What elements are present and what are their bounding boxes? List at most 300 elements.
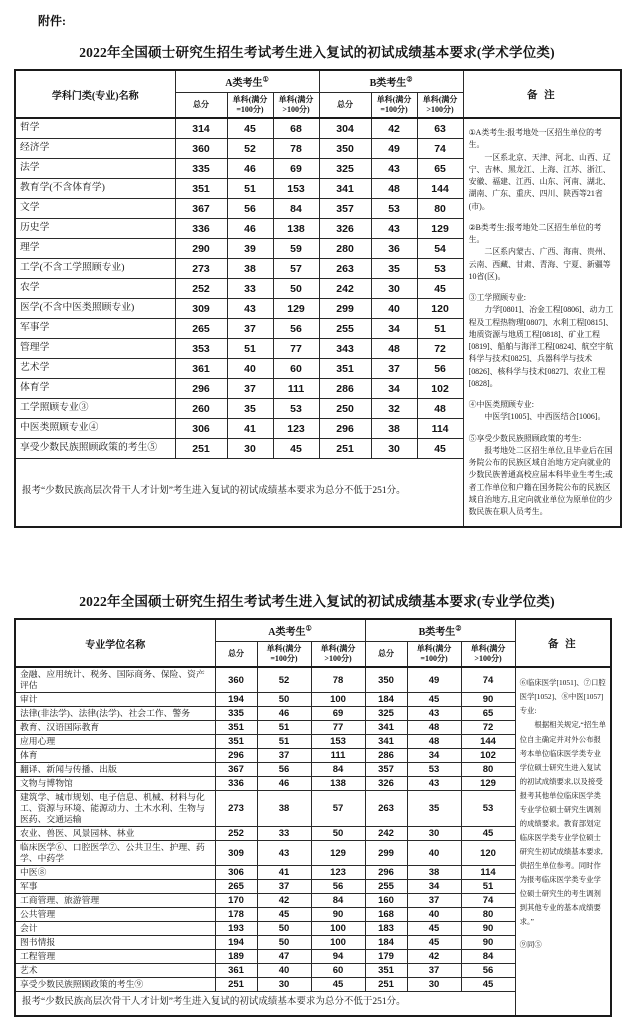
- score-value: 49: [371, 139, 417, 159]
- score-value: 42: [371, 118, 417, 139]
- score-value: 102: [417, 379, 463, 399]
- score-value: 90: [461, 922, 515, 936]
- score-value: 296: [175, 379, 227, 399]
- subject-name: 工学(不含工学照顾专业): [15, 259, 175, 279]
- score-value: 335: [215, 707, 257, 721]
- table-row: [15, 118, 621, 139]
- score-value: 80: [417, 199, 463, 219]
- score-value: 52: [257, 667, 311, 692]
- score-value: 53: [407, 763, 461, 777]
- score-value: 45: [407, 693, 461, 707]
- column-header-singleover100-a: 单科(满分>100分): [273, 93, 319, 119]
- professional-table-header: [15, 619, 611, 667]
- score-value: 123: [311, 866, 365, 880]
- score-value: 153: [311, 735, 365, 749]
- subject-name: 中医类照顾专业④: [15, 419, 175, 439]
- remark-paragraph: 报考地处二区招生单位,且毕业后在国务院公布的民族区域自治地方定向就业的少数民族普通高校应届本科毕业生考生;或者工作单位和户籍在国务院公布的民族区域自治地方,且定向就业单位为原单位的少数民族在职人员考生。: [468, 445, 613, 516]
- subject-name: 法学: [15, 159, 175, 179]
- column-header-total-b: 总分: [319, 93, 371, 119]
- score-value: 129: [417, 219, 463, 239]
- score-value: 69: [311, 707, 365, 721]
- score-value: 45: [227, 118, 273, 139]
- score-value: 194: [215, 936, 257, 950]
- score-value: 360: [215, 667, 257, 692]
- score-value: 46: [257, 777, 311, 791]
- subject-name: 管理学: [15, 339, 175, 359]
- footnote-text: 报考“少数民族高层次骨干人才计划”考生进入复试的初试成绩基本要求为总分不低于251分。: [15, 459, 463, 528]
- subject-name: 教育、汉语国际教育: [15, 721, 215, 735]
- subject-name: 应用心理: [15, 735, 215, 749]
- column-header-remark: 备 注: [463, 70, 621, 118]
- score-value: 30: [371, 439, 417, 459]
- score-value: 84: [311, 763, 365, 777]
- column-header-group-a: [175, 70, 319, 93]
- score-value: 74: [417, 139, 463, 159]
- score-value: 40: [257, 964, 311, 978]
- score-value: 179: [365, 950, 407, 964]
- score-value: 357: [365, 763, 407, 777]
- score-value: 34: [371, 379, 417, 399]
- score-value: 48: [407, 735, 461, 749]
- score-value: 351: [319, 359, 371, 379]
- subject-name: 农学: [15, 279, 175, 299]
- column-header-single100-b: 单科(满分=100分): [407, 642, 461, 668]
- column-header-subject: 学科门类(专业)名称: [15, 70, 175, 118]
- score-value: 34: [371, 319, 417, 339]
- score-value: 34: [407, 880, 461, 894]
- remark-paragraph: ⑥临床医学[1051]、⑦口腔医学[1052]、⑧中医[1057]专业:: [519, 678, 606, 716]
- score-value: 194: [215, 693, 257, 707]
- score-value: 53: [417, 259, 463, 279]
- score-value: 252: [215, 827, 257, 841]
- score-value: 30: [407, 827, 461, 841]
- column-header-total-a: 总分: [175, 93, 227, 119]
- column-header-singleover100-b: 单科(满分>100分): [461, 642, 515, 668]
- score-value: 184: [365, 936, 407, 950]
- score-value: 37: [227, 319, 273, 339]
- score-value: 286: [365, 749, 407, 763]
- score-value: 114: [461, 866, 515, 880]
- score-value: 38: [407, 866, 461, 880]
- remark-cell: [463, 118, 621, 527]
- column-header-degree: 专业学位名称: [15, 619, 215, 667]
- subject-name: 工学照顾专业③: [15, 399, 175, 419]
- score-value: 45: [407, 936, 461, 950]
- score-value: 51: [417, 319, 463, 339]
- remark-paragraph: ⑤享受少数民族照顾政策的考生:: [468, 433, 582, 443]
- subject-name: 临床医学⑥、口腔医学⑦、公共卫生、护理、药学、中药学: [15, 841, 215, 866]
- attachment-label: 附件:: [38, 14, 66, 28]
- score-value: 50: [273, 279, 319, 299]
- score-value: 306: [215, 866, 257, 880]
- score-value: 296: [215, 749, 257, 763]
- score-value: 325: [365, 707, 407, 721]
- score-value: 120: [461, 841, 515, 866]
- subject-name: 艺术: [15, 964, 215, 978]
- score-value: 361: [215, 964, 257, 978]
- score-value: 54: [417, 239, 463, 259]
- score-value: 251: [215, 978, 257, 992]
- score-value: 84: [461, 950, 515, 964]
- subject-name: 军事: [15, 880, 215, 894]
- score-value: 56: [257, 763, 311, 777]
- score-value: 37: [371, 359, 417, 379]
- subject-name: 建筑学、城市规划、电子信息、机械、材料与化工、资源与环境、能源动力、土木水利、生物与医药、交通运输: [15, 791, 215, 827]
- score-value: 178: [215, 908, 257, 922]
- score-value: 351: [215, 735, 257, 749]
- score-value: 252: [175, 279, 227, 299]
- score-value: 160: [365, 894, 407, 908]
- subject-name: 经济学: [15, 139, 175, 159]
- column-header-single100-a: 单科(满分=100分): [257, 642, 311, 668]
- remark-paragraph: ③工学照顾专业:: [468, 293, 526, 302]
- score-value: 45: [417, 439, 463, 459]
- remark-paragraph: ④中医类照顾专业:: [468, 400, 534, 409]
- score-value: 341: [365, 721, 407, 735]
- score-value: 48: [371, 179, 417, 199]
- score-value: 242: [365, 827, 407, 841]
- subject-name: 艺术学: [15, 359, 175, 379]
- subject-name: 理学: [15, 239, 175, 259]
- score-value: 100: [311, 936, 365, 950]
- score-value: 48: [407, 721, 461, 735]
- score-value: 153: [273, 179, 319, 199]
- score-value: 41: [257, 866, 311, 880]
- score-value: 56: [417, 359, 463, 379]
- score-value: 43: [407, 707, 461, 721]
- score-value: 80: [461, 908, 515, 922]
- column-header-singleover100-b: 单科(满分>100分): [417, 93, 463, 119]
- score-value: 325: [319, 159, 371, 179]
- score-value: 40: [407, 841, 461, 866]
- score-value: 343: [319, 339, 371, 359]
- subject-name: 金融、应用统计、税务、国际商务、保险、资产评估: [15, 667, 215, 692]
- subject-name: 哲学: [15, 118, 175, 139]
- score-value: 57: [273, 259, 319, 279]
- score-value: 41: [227, 419, 273, 439]
- score-value: 35: [227, 399, 273, 419]
- score-value: 60: [311, 964, 365, 978]
- score-value: 170: [215, 894, 257, 908]
- score-value: 296: [319, 419, 371, 439]
- score-value: 84: [273, 199, 319, 219]
- remark-paragraph: 一区系北京、天津、河北、山西、辽宁、吉林、黑龙江、上海、江苏、浙江、安徽、福建、江西、山东、河南、湖北、湖南、广东、重庆、四川、陕西等21省(市)。: [468, 152, 611, 211]
- group-a-label: A类考生: [268, 627, 306, 639]
- score-value: 50: [257, 936, 311, 950]
- subject-name: 会计: [15, 922, 215, 936]
- score-value: 273: [215, 791, 257, 827]
- score-value: 45: [257, 908, 311, 922]
- score-value: 32: [371, 399, 417, 419]
- academic-score-table: [14, 69, 622, 528]
- score-value: 290: [175, 239, 227, 259]
- score-value: 40: [227, 359, 273, 379]
- score-value: 56: [273, 319, 319, 339]
- subject-name: 图书情报: [15, 936, 215, 950]
- score-value: 43: [371, 159, 417, 179]
- score-value: 48: [371, 339, 417, 359]
- score-value: 351: [215, 721, 257, 735]
- remark-paragraph: ②B类考生:报考地处二区招生单位的考生。: [468, 222, 602, 244]
- score-value: 263: [319, 259, 371, 279]
- score-value: 296: [365, 866, 407, 880]
- score-value: 49: [407, 667, 461, 692]
- subject-name: 军事学: [15, 319, 175, 339]
- score-value: 326: [319, 219, 371, 239]
- score-value: 38: [227, 259, 273, 279]
- column-header-singleover100-a: 单科(满分>100分): [311, 642, 365, 668]
- score-value: 360: [175, 139, 227, 159]
- score-value: 260: [175, 399, 227, 419]
- score-value: 43: [257, 841, 311, 866]
- score-value: 46: [227, 219, 273, 239]
- score-value: 51: [227, 179, 273, 199]
- score-value: 280: [319, 239, 371, 259]
- score-value: 184: [365, 693, 407, 707]
- score-value: 45: [461, 827, 515, 841]
- score-value: 65: [417, 159, 463, 179]
- score-value: 72: [461, 721, 515, 735]
- score-value: 53: [461, 791, 515, 827]
- score-value: 367: [175, 199, 227, 219]
- professional-score-table: [14, 618, 612, 1017]
- remark-cell: [515, 667, 611, 1016]
- score-value: 33: [257, 827, 311, 841]
- professional-table-wrap: [14, 618, 620, 1017]
- group-a-label: A类考生: [225, 78, 263, 89]
- score-value: 51: [257, 735, 311, 749]
- score-value: 48: [417, 399, 463, 419]
- score-value: 265: [215, 880, 257, 894]
- score-value: 38: [371, 419, 417, 439]
- score-value: 53: [273, 399, 319, 419]
- professional-table-title: 2022年全国硕士研究生招生考试考生进入复试的初试成绩基本要求(专业学位类): [79, 594, 555, 610]
- score-value: 123: [273, 419, 319, 439]
- score-value: 68: [273, 118, 319, 139]
- score-value: 72: [417, 339, 463, 359]
- score-value: 30: [407, 978, 461, 992]
- column-header-group-a: [215, 619, 365, 642]
- score-value: 40: [407, 908, 461, 922]
- score-value: 36: [371, 239, 417, 259]
- remark-paragraph: 根据相关规定,“招生单位自主确定并对外公布报考本单位临床医学类专业学位硕士研究生进入复试的初试成绩要求,以及接受报考其他单位临床医学类专业学位硕士研究生调剂的成绩要求。教育部划定临床医学类专业学位硕士研究生初试成绩基本要求,供招生单位参考。同时作为报考临床医学类专业学位硕士研究生的考生调剂到其他专业的基本成绩要求。”: [519, 720, 607, 927]
- score-value: 250: [319, 399, 371, 419]
- score-value: 335: [175, 159, 227, 179]
- score-value: 33: [227, 279, 273, 299]
- score-value: 306: [175, 419, 227, 439]
- group-b-label: B类考生: [369, 78, 407, 89]
- score-value: 56: [311, 880, 365, 894]
- score-value: 144: [417, 179, 463, 199]
- table-row: [15, 667, 611, 692]
- score-value: 45: [311, 978, 365, 992]
- score-value: 45: [417, 279, 463, 299]
- score-value: 42: [257, 894, 311, 908]
- score-value: 341: [319, 179, 371, 199]
- score-value: 37: [257, 880, 311, 894]
- score-value: 59: [273, 239, 319, 259]
- score-value: 350: [319, 139, 371, 159]
- score-value: 46: [257, 707, 311, 721]
- score-value: 63: [417, 118, 463, 139]
- score-value: 309: [215, 841, 257, 866]
- score-value: 65: [461, 707, 515, 721]
- score-value: 30: [371, 279, 417, 299]
- score-value: 251: [365, 978, 407, 992]
- score-value: 129: [273, 299, 319, 319]
- score-value: 286: [319, 379, 371, 399]
- score-value: 50: [257, 922, 311, 936]
- subject-name: 审计: [15, 693, 215, 707]
- group-b-label: B类考生: [418, 627, 456, 639]
- score-value: 367: [215, 763, 257, 777]
- remark-paragraph: 力学[0801]、冶金工程[0806]、动力工程及工程热物理[0807]、水利工程[0815]、地质资源与地质工程[0818]、矿业工程[0819]、船舶与海洋工程[0824]、航空宇航科学与技术[0825]、兵器科学与技术[0826]、核科学与技术[0827]、农业工程[0828]。: [468, 305, 614, 388]
- score-value: 39: [227, 239, 273, 259]
- score-value: 255: [365, 880, 407, 894]
- subject-name: 公共管理: [15, 908, 215, 922]
- column-header-remark: 备 注: [515, 619, 611, 667]
- score-value: 50: [257, 693, 311, 707]
- footnote-text: 报考“少数民族高层次骨干人才计划”考生进入复试的初试成绩基本要求为总分不低于251分。: [15, 992, 515, 1017]
- subject-name: 翻译、新闻与传播、出版: [15, 763, 215, 777]
- score-value: 37: [227, 379, 273, 399]
- score-value: 100: [311, 922, 365, 936]
- score-value: 53: [371, 199, 417, 219]
- column-header-single100-a: 单科(满分=100分): [227, 93, 273, 119]
- academic-table-header: [15, 70, 621, 118]
- score-value: 45: [461, 978, 515, 992]
- score-value: 129: [311, 841, 365, 866]
- score-value: 299: [319, 299, 371, 319]
- score-value: 304: [319, 118, 371, 139]
- score-value: 183: [365, 922, 407, 936]
- score-value: 30: [257, 978, 311, 992]
- score-value: 351: [365, 964, 407, 978]
- score-value: 38: [257, 791, 311, 827]
- score-value: 361: [175, 359, 227, 379]
- score-value: 35: [407, 791, 461, 827]
- score-value: 52: [227, 139, 273, 159]
- score-value: 51: [257, 721, 311, 735]
- score-value: 78: [273, 139, 319, 159]
- column-header-total-b: 总分: [365, 642, 407, 668]
- column-header-single100-b: 单科(满分=100分): [371, 93, 417, 119]
- score-value: 78: [311, 667, 365, 692]
- remark-paragraph: ①A类考生:报考地处一区招生单位的考生。: [468, 128, 602, 150]
- subject-name: 医学(不含中医类照顾专业): [15, 299, 175, 319]
- score-value: 60: [273, 359, 319, 379]
- subject-name: 中医⑧: [15, 866, 215, 880]
- score-value: 138: [311, 777, 365, 791]
- score-value: 263: [365, 791, 407, 827]
- score-value: 326: [365, 777, 407, 791]
- score-value: 46: [227, 159, 273, 179]
- group-b-footref: ②: [406, 75, 413, 84]
- score-value: 90: [461, 936, 515, 950]
- score-value: 77: [311, 721, 365, 735]
- column-header-group-b: [319, 70, 463, 93]
- score-value: 351: [175, 179, 227, 199]
- remark-paragraph: 二区系内蒙古、广西、海南、贵州、云南、西藏、甘肃、青海、宁夏、新疆等10省(区)。: [468, 247, 611, 281]
- score-value: 341: [365, 735, 407, 749]
- score-value: 90: [461, 693, 515, 707]
- subject-name: 体育: [15, 749, 215, 763]
- score-value: 74: [461, 667, 515, 692]
- score-value: 102: [461, 749, 515, 763]
- subject-name: 文学: [15, 199, 175, 219]
- score-value: 69: [273, 159, 319, 179]
- score-value: 35: [371, 259, 417, 279]
- score-value: 43: [407, 777, 461, 791]
- score-value: 242: [319, 279, 371, 299]
- score-value: 34: [407, 749, 461, 763]
- score-value: 77: [273, 339, 319, 359]
- score-value: 37: [407, 894, 461, 908]
- score-value: 56: [227, 199, 273, 219]
- academic-table-title: 2022年全国硕士研究生招生考试考生进入复试的初试成绩基本要求(学术学位类): [79, 45, 555, 60]
- subject-name: 历史学: [15, 219, 175, 239]
- score-value: 114: [417, 419, 463, 439]
- subject-name: 工程管理: [15, 950, 215, 964]
- score-value: 336: [215, 777, 257, 791]
- score-value: 100: [311, 693, 365, 707]
- score-value: 47: [257, 950, 311, 964]
- score-value: 299: [365, 841, 407, 866]
- score-value: 144: [461, 735, 515, 749]
- score-value: 84: [311, 894, 365, 908]
- subject-name: 文物与博物馆: [15, 777, 215, 791]
- score-value: 193: [215, 922, 257, 936]
- score-value: 255: [319, 319, 371, 339]
- score-value: 74: [461, 894, 515, 908]
- remark-paragraph: 中医学[1005]、中西医结合[1006]。: [484, 412, 606, 422]
- score-value: 111: [273, 379, 319, 399]
- subject-name: 农业、兽医、风景园林、林业: [15, 827, 215, 841]
- score-value: 37: [407, 964, 461, 978]
- score-value: 43: [371, 219, 417, 239]
- group-b-footref: ②: [455, 624, 462, 633]
- column-header-total-a: 总分: [215, 642, 257, 668]
- score-value: 314: [175, 118, 227, 139]
- remark-paragraph: ⑨同⑤: [519, 940, 542, 950]
- score-value: 120: [417, 299, 463, 319]
- score-value: 251: [319, 439, 371, 459]
- column-header-group-b: [365, 619, 515, 642]
- score-value: 168: [365, 908, 407, 922]
- score-value: 45: [273, 439, 319, 459]
- score-value: 138: [273, 219, 319, 239]
- score-value: 350: [365, 667, 407, 692]
- score-value: 129: [461, 777, 515, 791]
- score-value: 273: [175, 259, 227, 279]
- subject-name: 享受少数民族照顾政策的考生⑨: [15, 978, 215, 992]
- score-value: 353: [175, 339, 227, 359]
- score-value: 357: [319, 199, 371, 219]
- subject-name: 教育学(不含体育学): [15, 179, 175, 199]
- group-a-footref: ①: [262, 75, 269, 84]
- score-value: 56: [461, 964, 515, 978]
- group-a-footref: ①: [305, 624, 312, 633]
- score-value: 80: [461, 763, 515, 777]
- subject-name: 体育学: [15, 379, 175, 399]
- score-value: 45: [407, 922, 461, 936]
- score-value: 265: [175, 319, 227, 339]
- score-value: 189: [215, 950, 257, 964]
- score-value: 50: [311, 827, 365, 841]
- score-value: 94: [311, 950, 365, 964]
- score-value: 42: [407, 950, 461, 964]
- score-value: 51: [461, 880, 515, 894]
